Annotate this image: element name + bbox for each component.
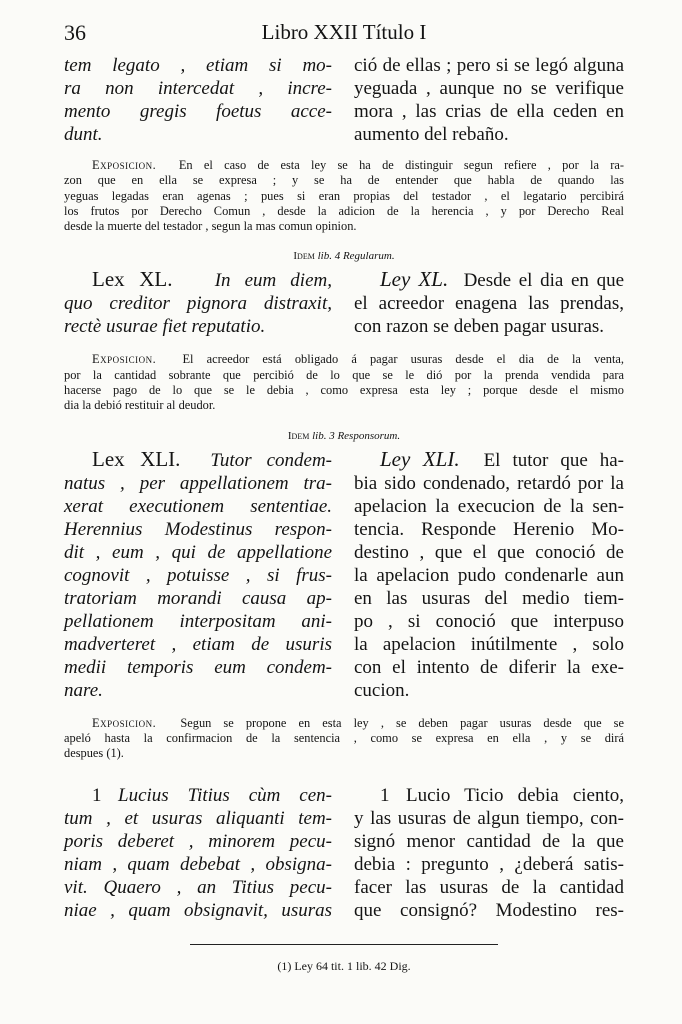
- spanish-line: en las usuras del medio tiem-: [354, 587, 624, 609]
- running-head: Libro XXII Título I: [261, 20, 427, 44]
- latin-line: dunt.: [64, 124, 103, 145]
- spanish-column: [354, 268, 624, 338]
- latin-line: natus , per appellationem tra-: [64, 472, 332, 494]
- latin-line: pellationem interpositam ani-: [64, 610, 332, 632]
- latin-column: [64, 448, 332, 702]
- spanish-line: la apelacion inútilmente , solo: [354, 633, 624, 655]
- exposicion-label: Exposicion.: [92, 715, 157, 730]
- section-number: 1: [92, 784, 102, 806]
- exposicion-line: Exposicion. El acreedor está obligado á pagar usuras desde el dia de la venta,: [92, 352, 625, 367]
- exposicion-line: yeguas legadas eran agenas ; pues si eran propias del testador , el legatario percibirá: [64, 188, 624, 203]
- spanish-line: el acreedor enagena las prendas,: [354, 293, 624, 315]
- latin-line: 1 Lucius Titius cùm cen-: [92, 784, 332, 806]
- latin-column: [64, 784, 332, 922]
- latin-line: madverteret , etiam de usuris: [64, 633, 332, 655]
- exposicion-line: Exposicion. Segun se propone en esta ley , se deben pagar usuras desde que se: [92, 715, 624, 730]
- latin-line: medii temporis eum condem-: [64, 656, 332, 678]
- source-citation-2: [64, 430, 624, 442]
- spanish-line: tencia. Responde Herenio Mo-: [354, 518, 624, 540]
- spanish-line: la apelacion pudo condenarle aun: [354, 564, 624, 586]
- source-citation-1: [64, 250, 624, 262]
- latin-line: ra non intercedat , incre-: [64, 78, 332, 99]
- latin-line: quo creditor pignora distraxit,: [64, 293, 332, 315]
- latin-column: [64, 268, 332, 338]
- book-page: [64, 18, 624, 974]
- latin-line: tum , et usuras aliquanti tem-: [64, 807, 332, 829]
- latin-line: nare.: [64, 679, 103, 701]
- spanish-line: yeguada , aunque no se verifique: [354, 78, 624, 99]
- latin-line: cognovit , potuisse , si frus-: [64, 564, 332, 586]
- exposicion-line: Exposicion. En el caso de esta ley se ha de distinguir segun refiere , por la ra-: [92, 158, 624, 172]
- source-idem: Idem: [287, 429, 310, 442]
- source-ref: lib. 3 Responsorum.: [312, 429, 401, 442]
- spanish-line: Ley XL. Desde el dia en que: [380, 267, 625, 292]
- page-header: [64, 18, 624, 54]
- exposicion-line: apeló hasta la confirmacion de la sentencia , como se expresa en ella , y se dirá: [64, 730, 624, 745]
- spanish-line: con razon se deben pagar usuras.: [354, 316, 605, 338]
- spanish-line: ció de ellas ; pero si se legó alguna: [354, 55, 624, 76]
- exposicion-label: Exposicion.: [92, 352, 157, 367]
- latin-column: [64, 54, 332, 146]
- exposicion-2: [64, 352, 624, 413]
- footnote-divider: [190, 944, 498, 945]
- spanish-line: aumento del rebaño.: [354, 124, 509, 145]
- spanish-line: cucion.: [354, 679, 410, 701]
- latin-line: tem legato , etiam si mo-: [64, 55, 332, 76]
- lex-heading: Lex XLI.: [92, 446, 181, 471]
- lex-41-block: [64, 448, 624, 702]
- ley-heading: Ley XL.: [380, 267, 449, 292]
- spanish-line: Ley XLI. El tutor que ha-: [380, 446, 625, 471]
- source-idem: Idem: [293, 250, 315, 263]
- spanish-line: con el intento de diferir la exe-: [354, 656, 624, 678]
- spanish-line: po , si conoció que interpuso: [354, 610, 624, 632]
- spanish-column: [354, 448, 624, 702]
- spanish-line: 1 Lucio Ticio debia ciento,: [380, 784, 624, 806]
- spanish-line: mora , las crias de ella ceden en: [354, 101, 624, 122]
- exposicion-label: Exposicion.: [92, 158, 157, 172]
- section-number: 1: [380, 784, 390, 806]
- exposicion-line: hacerse pago de lo que se le debia , como expresa esta ley ; porque desde el mismo: [64, 383, 624, 398]
- page-number: 36: [64, 20, 86, 45]
- latin-line: vit. Quaero , an Titius pecu-: [64, 876, 332, 898]
- latin-line: niam , quam debebat , obsigna-: [64, 853, 332, 875]
- footnote: (1) Ley 64 tit. 1 lib. 42 Dig.: [277, 958, 411, 973]
- latin-line: poris deberet , minorem pecu-: [64, 830, 332, 852]
- exposicion-line: despues (1).: [64, 746, 124, 761]
- latin-line: tratoriam morandi causa ap-: [64, 587, 332, 609]
- latin-line: dit , eum , qui de appellatione: [64, 541, 332, 563]
- exposicion-line: zon que en ella se expresa ; y se ha de entender que habla de quando las: [64, 173, 624, 188]
- exposicion-1: [64, 158, 624, 234]
- ley-heading: Ley XLI.: [380, 446, 460, 471]
- exposicion-3: [64, 716, 624, 762]
- parallel-block-1: [64, 54, 624, 146]
- latin-line: Lex XL. In eum diem,: [92, 267, 332, 292]
- latin-line: Lex XLI. Tutor condem-: [92, 446, 332, 471]
- latin-line: rectè usurae fiet reputatio.: [64, 316, 266, 338]
- spanish-line: facer las usuras de la cantidad: [354, 876, 624, 898]
- exposicion-line: los frutos por Derecho Comun , desde la adicion de la herencia , y por Derecho Real: [64, 203, 624, 218]
- latin-line: mento gregis foetus acce-: [64, 101, 332, 122]
- latin-line: niae , quam obsignavit, usuras: [64, 899, 332, 921]
- spanish-line: que consignó? Modestino res-: [354, 899, 624, 921]
- lex-heading: Lex XL.: [92, 267, 173, 292]
- source-ref: lib. 4 Regularum.: [317, 250, 395, 263]
- exposicion-line: desde la muerte del testador , segun la mas comun opinion.: [64, 219, 357, 234]
- spanish-line: debia : pregunto , ¿deberá satis-: [354, 853, 624, 875]
- lex-40-block: [64, 268, 624, 338]
- exposicion-line: dia la debió restituir al deudor.: [64, 398, 216, 413]
- spanish-line: y las usuras de algun tiempo, con-: [354, 807, 624, 829]
- spanish-column: [354, 54, 624, 146]
- spanish-line: apelacion la execucion de la sen-: [354, 495, 624, 517]
- section-1-block: [64, 784, 624, 922]
- latin-line: Herennius Modestinus respon-: [64, 518, 332, 540]
- exposicion-line: por la cantidad sobrante que percibió de lo que se le dió por la prenda vendida para: [64, 367, 624, 382]
- latin-line: xerat executionem sententiae.: [64, 495, 332, 517]
- spanish-line: bia sido condenado, retardó por la: [354, 472, 624, 494]
- spanish-column: [354, 784, 624, 922]
- spanish-line: destino , que el que conoció de: [354, 541, 624, 563]
- spanish-line: signó menor cantidad de la que: [354, 830, 624, 852]
